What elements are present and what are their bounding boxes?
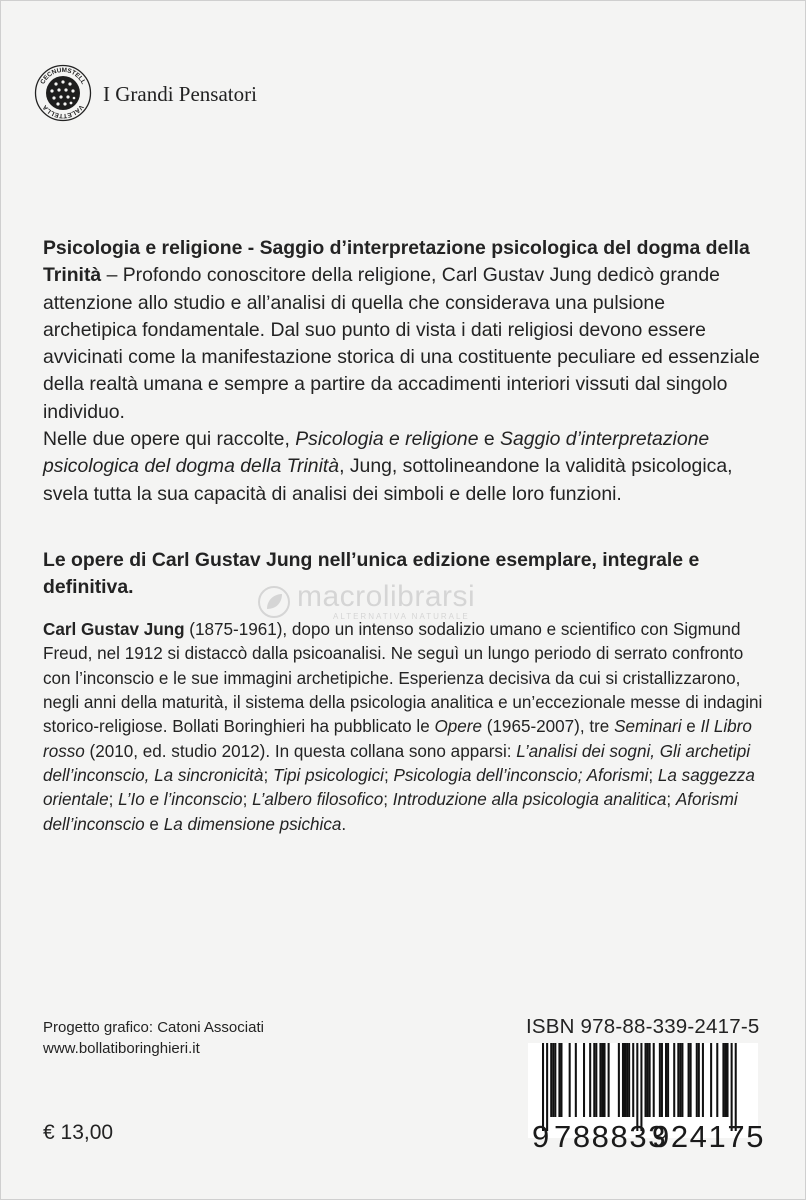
barcode-bar: [632, 1043, 634, 1117]
credits: [43, 1017, 264, 1059]
barcode-bar: [601, 1043, 603, 1117]
barcode-bar: [604, 1043, 606, 1117]
barcode-bar: [681, 1043, 683, 1117]
barcode-bar: [659, 1043, 661, 1117]
author-name: Carl Gustav Jung: [43, 620, 185, 639]
barcode-bar: [696, 1043, 698, 1117]
barcode-guard-bar: [640, 1043, 642, 1131]
barcode-bar: [624, 1043, 626, 1117]
description-paragraph-1: [43, 235, 763, 426]
barcode-bar: [608, 1043, 610, 1117]
barcode-left-digits: 788833: [554, 1119, 668, 1154]
book-description: [43, 235, 763, 508]
logo-text-bottom: VALETTELLA: [41, 103, 85, 120]
barcode-bar: [690, 1043, 692, 1117]
logo-text-top: CECNUMSTELL: [39, 66, 87, 86]
watermark: [257, 582, 475, 621]
bio-text: (1875-1961), dopo un intenso sodalizio umano e scientifico con Sigmund Freud, nel 1912 si distaccò dalla psicoanalisi. Ne seguì un lungo periodo di serrato confronto con l’inconscio e le sue immagini archetipiche. Esperienza decisiva da cui si cristallizzarono, negli anni della maturità, il sistema della psicologia analitica e un’eccezionale messe di indagini storico-religiose. Bollati Boringhieri ha pubblicato le: [43, 620, 763, 737]
bio-text: e: [144, 814, 164, 834]
barcode-guard-bar: [542, 1043, 544, 1131]
bio-text: ;: [383, 790, 393, 810]
bio-text: ;: [263, 766, 273, 786]
work-title: La saggezza orientale: [43, 766, 755, 810]
barcode-guard-bar: [636, 1043, 638, 1131]
barcode-bar: [665, 1043, 667, 1117]
bio-text: .: [341, 814, 347, 834]
barcode-bar: [560, 1043, 562, 1117]
book-title: Psicologia e religione - Saggio d’interpretazione psicologica del dogma della Trinità: [43, 237, 750, 287]
description-text: Nelle due opere qui raccolte,: [43, 428, 296, 451]
series-header: [33, 63, 257, 123]
watermark-subtext: ALTERNATIVA NATURALE: [333, 612, 470, 621]
barcode-bar: [618, 1043, 620, 1117]
barcode-bar: [593, 1043, 595, 1117]
barcode-bar: [653, 1043, 655, 1117]
barcode-bar: [677, 1043, 679, 1117]
barcode-bar: [702, 1043, 704, 1117]
bio-text: ;: [666, 790, 676, 810]
biography-paragraph: [43, 618, 763, 837]
price: € 13,00: [43, 1121, 114, 1144]
bio-text: (1965-2007), tre: [481, 717, 615, 737]
bio-text: (2010, ed. studio 2012). In questa collana sono apparsi:: [84, 741, 517, 761]
work-title: Psicologia dell’inconscio; Aforismi: [393, 766, 649, 786]
bio-text: ;: [108, 790, 119, 810]
barcode-bar: [710, 1043, 712, 1117]
barcode-bar: [569, 1043, 571, 1117]
publisher-website: www.bollatiboringhieri.it: [43, 1040, 200, 1057]
description-text: e: [478, 428, 501, 451]
description-paragraph-2: [43, 426, 763, 508]
work-title: Opere: [434, 717, 482, 737]
barcode-bar: [688, 1043, 690, 1117]
barcode-bar: [595, 1043, 597, 1117]
isbn-label: ISBN 978-88-339-2417-5: [526, 1015, 760, 1038]
barcode-right-digits: 924175: [652, 1119, 766, 1154]
description-text: , Jung, sottolineandone la validità psicologica, svela tutta la sua capacità di analisi dei simboli e delle loro funzioni.: [43, 455, 733, 505]
barcode-bar: [583, 1043, 585, 1117]
barcode-bar: [724, 1043, 726, 1117]
bio-text: ;: [383, 766, 394, 786]
work-title: L’Io e l’inconscio: [118, 790, 243, 810]
barcode-bar: [649, 1043, 651, 1117]
barcode-bar: [628, 1043, 630, 1117]
work-title: Il Libro rosso: [43, 717, 752, 761]
barcode-bar: [727, 1043, 729, 1117]
work-title: Saggio d’interpretazione psicologica del dogma della Trinità: [43, 428, 710, 478]
bio-text: ;: [242, 790, 253, 810]
bio-text: e: [681, 717, 701, 737]
work-title: Aforismi dell’inconscio: [43, 790, 738, 834]
edition-slogan: Le opere di Carl Gustav Jung nell’unica edizione esemplare, integrale e definitiva.: [43, 549, 700, 599]
work-title: Psicologia e religione: [295, 428, 479, 451]
barcode-bar: [622, 1043, 624, 1117]
barcode-bar: [558, 1043, 560, 1117]
work-title: L’analisi dei sogni, Gli archetipi dell’inconscio, La sincronicità: [43, 741, 750, 786]
barcode-bar: [679, 1043, 681, 1117]
work-title: Introduzione alla psicologia analitica: [392, 790, 667, 810]
barcode-bar: [673, 1043, 675, 1117]
bio-text: ;: [648, 766, 658, 786]
barcode-bar: [626, 1043, 628, 1117]
barcode-bar: [667, 1043, 669, 1117]
watermark-text: macrolibrarsi: [297, 580, 476, 613]
barcode-bar: [554, 1043, 556, 1117]
barcode-guard-bar: [546, 1043, 548, 1131]
barcode-bar: [645, 1043, 647, 1117]
author-biography: [43, 618, 763, 837]
barcode-bar: [589, 1043, 591, 1117]
barcode-first-digit: 9: [532, 1119, 550, 1154]
barcode-bar: [599, 1043, 601, 1117]
barcode-bar: [722, 1043, 724, 1117]
watermark-leaf-icon: [257, 585, 291, 619]
design-credit: Progetto grafico: Catoni Associati: [43, 1019, 264, 1036]
barcode-bar: [698, 1043, 700, 1117]
barcode-bar: [552, 1043, 554, 1117]
barcode-bar: [716, 1043, 718, 1117]
work-title: Seminari: [614, 717, 682, 737]
work-title: Tipi psicologici: [272, 766, 384, 786]
barcode-bar: [550, 1043, 552, 1117]
work-title: La dimensione psichica: [163, 814, 342, 834]
work-title: L’albero filosofico: [252, 790, 384, 810]
publisher-logo-seal: [33, 63, 93, 123]
barcode-bar: [661, 1043, 663, 1117]
description-text: – Profondo conoscitore della religione, Carl Gustav Jung dedicò grande attenzione allo studio e all’analisi di quella che considerava una pulsione archetipica fondamentale. Dal suo punto di vista i dati religiosi devono essere avvicinati come la manifestazione storica di una costituente peculiare ed essenziale della realtà umana e sempre a partire da accadimenti interiori vissuti dal singolo individuo.: [43, 264, 760, 423]
barcode-guard-bar: [731, 1043, 733, 1131]
barcode-guard-bar: [735, 1043, 737, 1131]
barcode-bar: [575, 1043, 577, 1117]
barcode-bar: [647, 1043, 649, 1117]
series-name: I Grandi Pensatori: [103, 81, 257, 106]
